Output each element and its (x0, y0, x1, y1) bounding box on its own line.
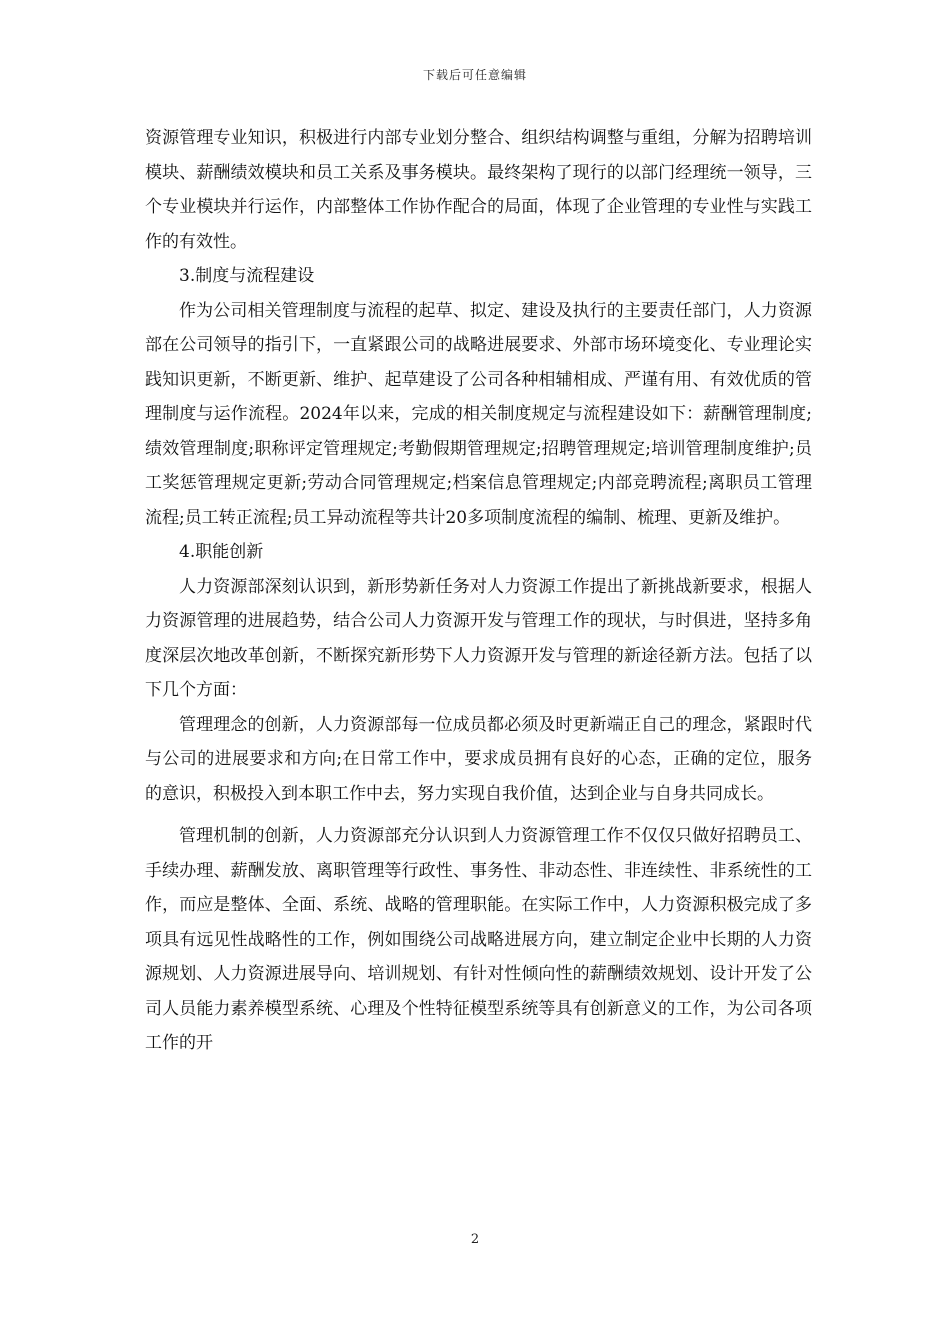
document-body (145, 121, 812, 1061)
paragraph-continuation: 资源管理专业知识，积极进行内部专业划分整合、组织结构调整与重组，分解为招聘培训模块、薪酬绩效模块和员工关系及事务模块。最终架构了现行的以部门经理统一领导，三个专业模块并行运作，内部整体工作协作配合的局面，体现了企业管理的专业性与实践工作的有效性。 (145, 128, 812, 252)
paragraph-concept-innovation: 管理理念的创新，人力资源部每一位成员都必须及时更新端正自己的理念，紧跟时代与公司的进展要求和方向;在日常工作中，要求成员拥有良好的心态，正确的定位，服务的意识，积极投入到本职工作中去，努力实现自我价值，达到企业与自身共同成长。 (145, 714, 812, 804)
page-header: 下载后可任意编辑 (422, 68, 527, 82)
section-heading-3: 3.制度与流程建设 (179, 266, 315, 286)
section-heading-4: 4.职能创新 (179, 542, 264, 562)
paragraph-function-innovation: 人力资源部深刻认识到，新形势新任务对人力资源工作提出了新挑战新要求，根据人力资源管理的进展趋势，结合公司人力资源开发与管理工作的现状，与时俱进，坚持多角度深层次地改革创新，不断探究新形势下人力资源开发与管理的新途径新方法。包括了以下几个方面： (145, 576, 812, 700)
page-number: 2 (470, 1232, 480, 1247)
paragraph-mechanism-innovation: 管理机制的创新，人力资源部充分认识到人力资源管理工作不仅仅只做好招聘员工、手续办理、薪酬发放、离职管理等行政性、事务性、非动态性、非连续性、非系统性的工作，而应是整体、全面、系统、战略的管理职能。在实际工作中，人力资源积极完成了多项具有远见性战略性的工作，例如围绕公司战略进展方向，建立制定企业中长期的人力资源规划、人力资源进展导向、培训规划、有针对性倾向性的薪酬绩效规划、设计开发了公司人员能力素养模型系统、心理及个性特征模型系统等具有创新意义的工作，为公司各项工作的开 (145, 826, 812, 1053)
paragraph-system-process: 作为公司相关管理制度与流程的起草、拟定、建设及执行的主要责任部门，人力资源部在公司领导的指引下，一直紧跟公司的战略进展要求、外部市场环境变化、专业理论实践知识更新，不断更新、维护、起草建设了公司各种相辅相成、严谨有用、有效优质的管理制度与运作流程。2024年以来，完成的相关制度规定与流程建设如下：薪酬管理制度;绩效管理制度;职称评定管理规定;考勤假期管理规定;招聘管理规定;培训管理制度维护;员工奖惩管理规定更新;劳动合同管理规定;档案信息管理规定;内部竞聘流程;离职员工管理流程;员工转正流程;员工异动流程等共计20多项制度流程的编制、梳理、更新及维护。 (145, 300, 812, 528)
